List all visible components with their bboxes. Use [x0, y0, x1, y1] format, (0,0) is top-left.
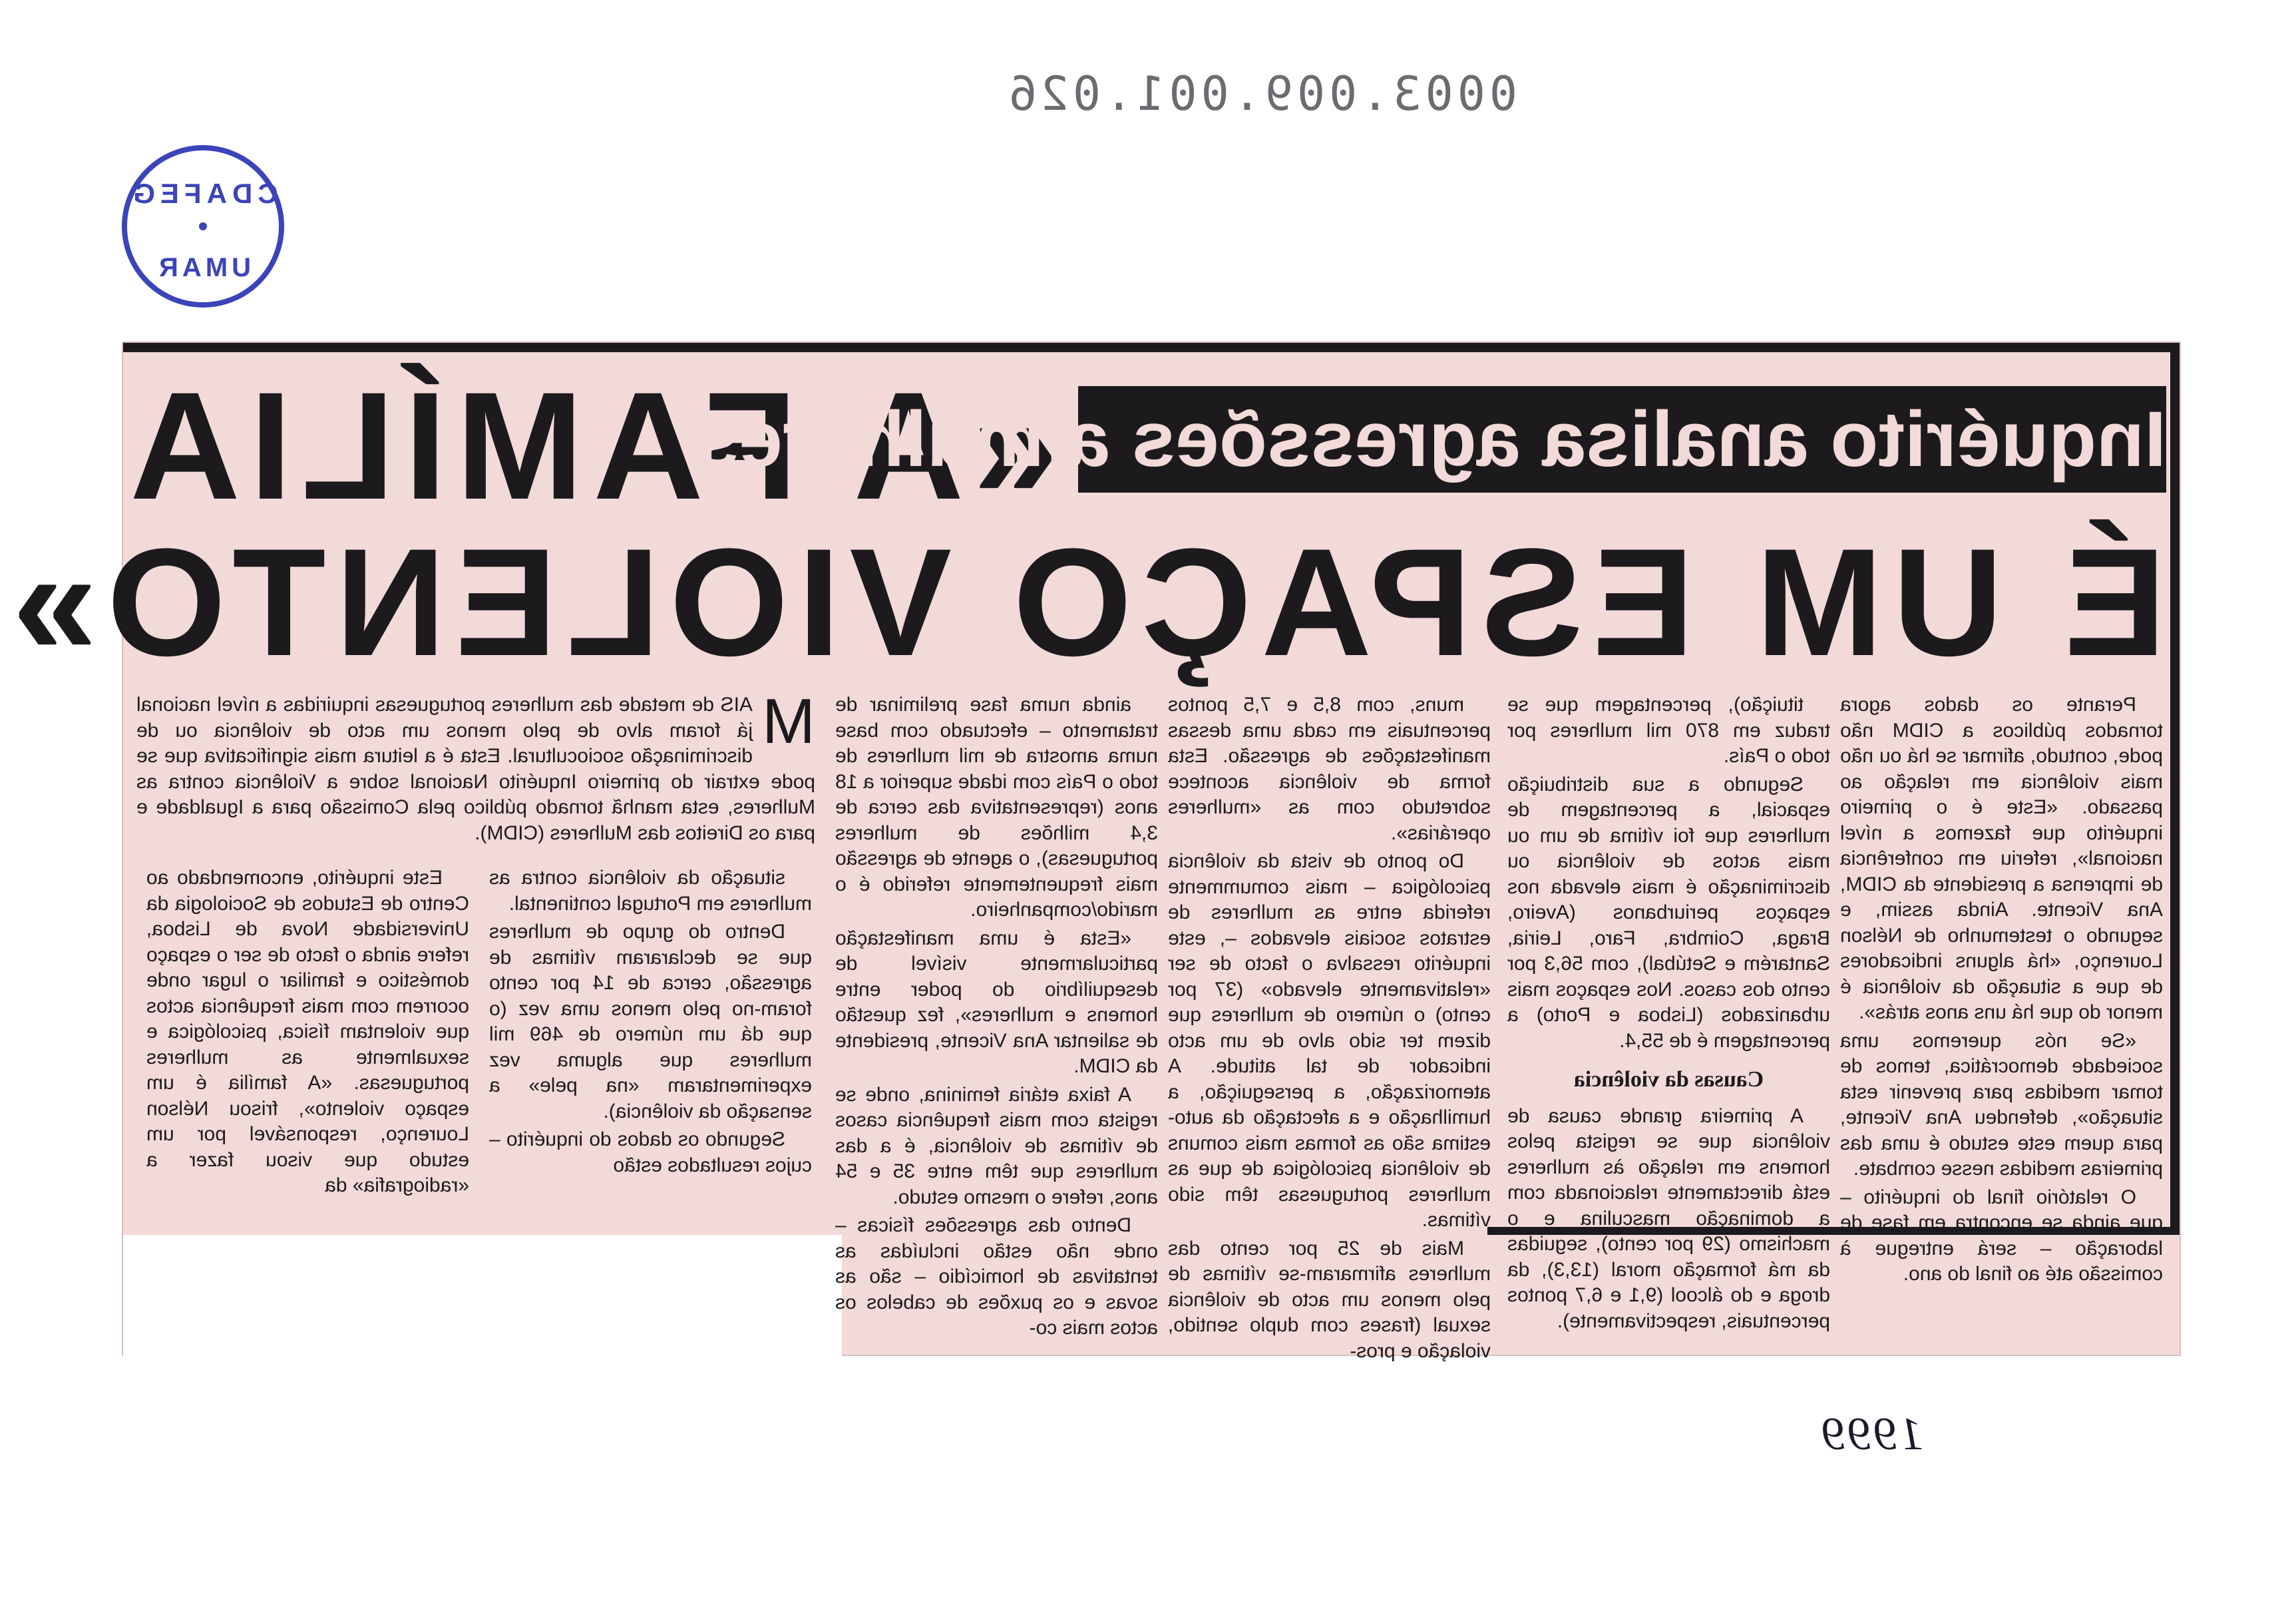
article-column-2 [489, 865, 812, 1178]
clipping-border-top [123, 343, 2180, 352]
headline-line-1: «A FAMÍLIA [120, 360, 1058, 531]
article-column-5 [1507, 692, 1830, 1334]
article-subhead: Causas da violência [1573, 1067, 1764, 1092]
clipping-border-side [2170, 343, 2180, 1235]
drop-cap: M [762, 686, 815, 757]
paragraph: Segundo a sua distribuição espacial, a percentagem de mulheres que foi vítima de um ou mais actos de violência ou discriminação é mais elevada nos espaços periurbanos (Aveiro, Braga, Coimbra, Faro, Leiria, Santarém e Setúbal), com 56,3 por cento dos casos. Nos espaços mais urbanizados (Lisboa e Porto) a percentagem é de 55,4. [1507, 773, 1830, 1052]
paragraph: situação da violência contra as mulheres em Portugal continental. [489, 867, 812, 915]
article-lead [136, 686, 815, 846]
svg-text:CDAFEG: CDAFEG [128, 178, 278, 209]
paragraph: Do ponto de vista da violência psicológica – mais comummente referida entre as mulheres de estratos sociais elevados –, este inquérito ressalva o facto de ser «relativamente elevado» (37 por cento) o número de mulheres que dizem ter sido alvo de um acto indicador de tal atitude. A atemorização, a perseguição, a humilhação e a afectação da auto-estima são as formas mais comuns de violência psicológica de que as mulheres portuguesas têm sido vítimas. [1168, 850, 1491, 1231]
paragraph: «Esta é uma manifestação particularmente visível de desequilíbrio do poder entre homens e mulheres», fez questão de salientar Ana Vicente, presidente da CIDM. [835, 927, 1158, 1077]
paragraph: A faixa etária feminina, onde se regista com mais frequência casos de vítimas de violência, é a das mulheres que têm entre 35 e 54 anos, refere o mesmo estudo. [835, 1083, 1158, 1208]
clipping-cutout [123, 1235, 842, 1356]
svg-text:UMAR: UMAR [155, 253, 251, 282]
paragraph: Este inquérito, encomendado ao Centro de Estudos de Sociologia da Universidade Nova de Lisboa, refere ainda o facto de ser o espaço doméstico e familiar o lugar onde ocorrem com mais frequência actos que violentam física, psicológica e sexualmente as mulheres portuguesas. «A família é um espaço violento», frisou Nélson Lourenço, responsável por um estudo que visou fazer a «radiografia» da [146, 867, 469, 1196]
archive-reference-number: 0003.009.001.026 [1004, 67, 1517, 121]
paragraph: Perante os dados agora tornados públicos a CIDM não pode, contudo, afirmar se há ou não mais violência em relação ao passado. «Este é o primeiro inquérito que fazemos a nível nacional», referiu em conferência de imprensa a presidente da CIDM, Ana Vicente. Ainda assim, e segundo o testemunho de Nélson Lourenço, «há alguns indicadores de que a situação da violência é menor do que há uns anos atrás». [1840, 694, 2163, 1023]
stamp-seal-icon [116, 140, 289, 313]
paragraph: Dentro das agressões físicas – onde não estão incluídas as tentativas de homicídio – são as sovas e os puxões de cabelos os actos mais co- [835, 1214, 1158, 1339]
paragraph: A primeira grande causa de violência que se regista pelos homens em relação às mulheres está directamente relacionada com a dominação masculina e o machismo (29 por cento), seguidas da má formação moral (13,3), da droga e do álcool (9,1 e 6,7 pontos percentuais, respectivamente). [1507, 1104, 1830, 1332]
paragraph: Segundo os dados do inquérito – cujos resultados estão [489, 1128, 812, 1176]
paragraph: Dentro do grupo de mulheres que se declararam vítimas de agressão, cerca de 14 por cento foram-no pelo menos uma vez (o que dá um número de 469 mil mulheres que alguma vez experimentaram «na pele» a sensação da violência). [489, 921, 812, 1122]
lead-paragraph: AIS de metade das mulheres portuguesas inquiridas a nível nacional já foram alvo de pelo menos um acto de violência ou de discriminação sociocultural. Esta é a leitura mais significativa que se pode extrair do primeiro Inquérito Nacional sobre a Violência contra as Mulheres, esta manhã tornado público pela Comissão para a Igualdade e para os Direitos das Mulheres (CIDM). [136, 694, 815, 844]
article-column-6 [1840, 692, 2163, 1287]
paragraph: ainda numa fase preliminar de tratamento – efectuado com base numa amostra de mil mulheres de todo o País com idade superior a 18 anos (representativa das cerca de 3,4 milhões de mulheres portuguesas), o agente de agressão mais frequentemente referido é o marido/companheiro. [835, 694, 1158, 921]
paragraph: tituição), percentagem que se traduz em 870 mil mulheres por todo o País. [1507, 694, 1830, 767]
headline-line-2: É UM ESPAÇO VIOLENTO» [3, 517, 2166, 688]
article-column-4 [1168, 692, 1491, 1364]
paragraph: «Se nós queremos uma sociedade democrática, temos de tomar medidas para prevenir esta situação», defendeu Ana Vicente, para quem este estudo é uma das primeiras medidas nesse combate. [1840, 1029, 2163, 1180]
handwritten-year: 1999 [1819, 1409, 1923, 1460]
article-column-1 [146, 865, 469, 1199]
paragraph: Mais de 25 por cento das mulheres afirmaram-se vítimas de pelo menos um acto de violência sexual (frases com duplo sentido, violação e pros- [1168, 1237, 1491, 1362]
headline-kicker: Inquérito analisa agressões a mulheres [1078, 386, 2166, 493]
archive-stamp [116, 140, 289, 313]
paragraph: muns, com 8,5 e 7,5 pontos percentuais em cada uma dessas manifestações de agressão. Esta forma de violência acontece sobretudo com as «mulheres operárias». [1168, 694, 1491, 844]
paragraph: O relatório final do inquérito – que ainda se encontra em fase de laboração – será entregue à comissão até ao final do ano. [1840, 1186, 2163, 1285]
article-column-3 [835, 692, 1158, 1341]
